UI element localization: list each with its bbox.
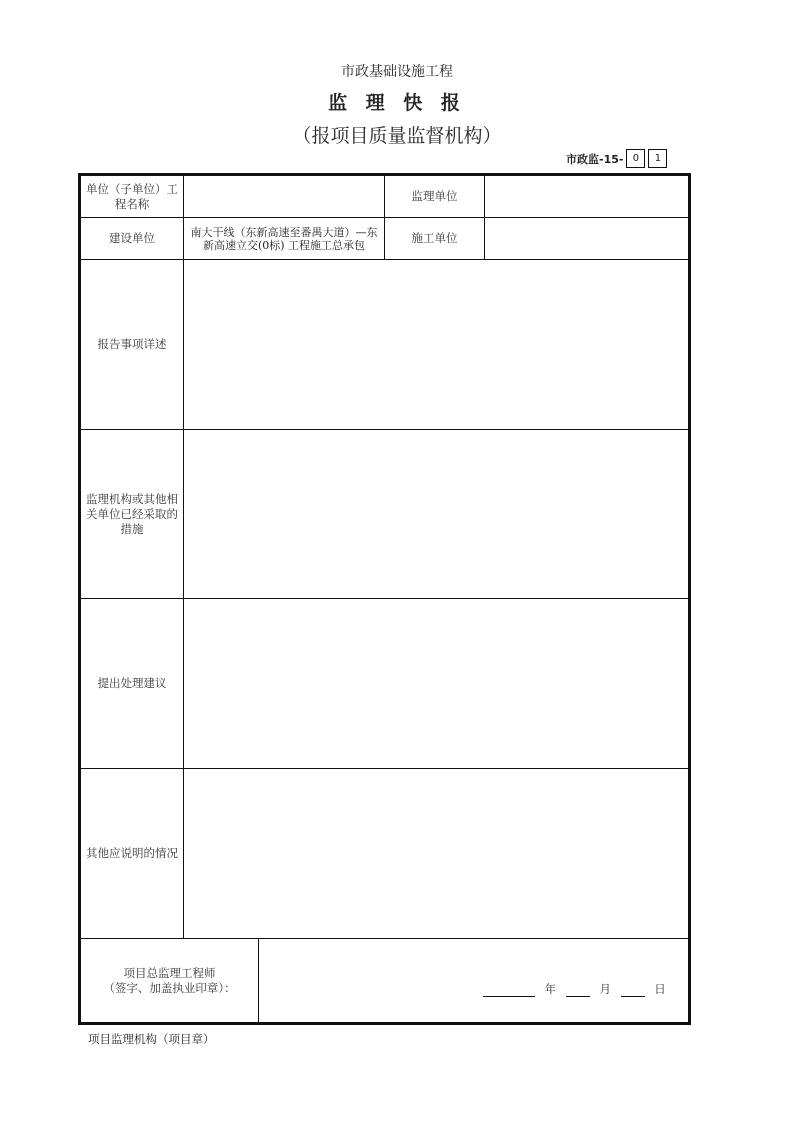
report-details-label: 报告事项详述 [81,260,184,430]
form-code-digit-2: 1 [648,149,667,168]
form-code-digit-1: 0 [626,149,645,168]
day-blank[interactable] [621,983,645,997]
signature-field[interactable] [259,939,689,1023]
unit-name-field[interactable] [184,176,385,218]
other-notes-label: 其他应说明的情况 [81,769,184,939]
contractor-field[interactable] [485,218,689,260]
day-label: 日 [654,982,666,996]
suggestions-field[interactable] [184,599,689,769]
form-code [566,149,667,168]
contractor-label: 施工单位 [385,218,485,260]
other-notes-field[interactable] [184,769,689,939]
supervision-unit-field[interactable] [485,176,689,218]
month-blank[interactable] [566,983,590,997]
construction-unit-field[interactable]: 南大干线（东新高速至番禺大道）—东新高速立交(0标) 工程施工总承包 [184,218,385,260]
measures-taken-field[interactable] [184,430,689,599]
report-form [80,175,689,1023]
form-code-prefix: 市政监-15- [566,152,624,166]
year-label: 年 [544,982,557,996]
header-line1: 市政基础设施工程 [341,64,453,80]
unit-name-label: 单位（子单位）工程名称 [81,176,184,218]
month-label: 月 [599,982,611,996]
year-blank[interactable] [483,983,535,997]
signature-label-line2: （签字、加盖执业印章）： [103,980,236,995]
suggestions-label: 提出处理建议 [81,599,184,769]
signature-label-line1: 项目总监理工程师 [123,965,216,980]
report-details-field[interactable] [184,260,689,430]
signature-label [81,939,259,1023]
measures-taken-label: 监理机构或其他相关单位已经采取的措施 [81,430,184,599]
signature-date [263,964,684,997]
page-title: 监 理 快 报 [328,92,466,114]
page-subtitle: （报项目质量监督机构） [292,125,502,147]
footer-note: 项目监理机构（项目章） [88,1032,215,1046]
supervision-unit-label: 监理单位 [385,176,485,218]
construction-unit-label: 建设单位 [81,218,184,260]
